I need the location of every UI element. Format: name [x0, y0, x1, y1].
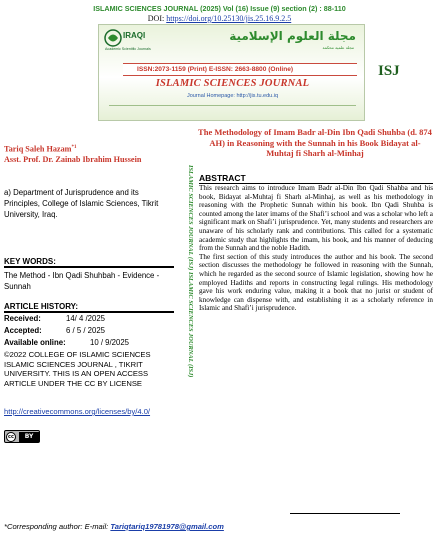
accepted-row: [4, 326, 105, 335]
vertical-journal-text: [185, 165, 194, 535]
cc-symbol: cc: [6, 432, 16, 442]
vertical-journal-label: ISLAMIC SCIENCES JOURNAL (ISJ) ISLAMIC SCIENCES JOURNAL (ISJ): [187, 165, 194, 378]
cc-by-badge-icon[interactable]: [4, 430, 40, 443]
history-divider: [4, 311, 174, 313]
journal-banner: [98, 24, 365, 121]
online-label: Available online:: [4, 338, 66, 347]
online-row: [4, 338, 129, 347]
cc-by-label: BY: [19, 432, 39, 442]
footer-rule: [290, 513, 400, 514]
author-1-mark: *1: [71, 145, 77, 150]
corresponding-author: [4, 522, 224, 531]
received-row: [4, 314, 105, 323]
iraqi-logo-subtitle: Academic Scientific Journals: [105, 47, 151, 51]
journal-name: ISLAMIC SCIENCES JOURNAL: [155, 78, 310, 89]
banner-divider: [109, 105, 356, 106]
keywords-divider: [4, 266, 174, 268]
iraqi-logo-text: IRAQI: [123, 31, 146, 40]
doi-label: DOI:: [147, 14, 165, 23]
keywords-heading: KEY WORDS:: [4, 257, 56, 266]
article-title: The Methodology of Imam Badr al-Din Ibn Qadi Shuhba (d. 874 AH) in Reasoning with the Sunnah in his Book Bidayat al-Muhtaj fi Sharh al-Minhaj: [198, 127, 432, 158]
corresponding-label: *Corresponding author: E-mail:: [4, 522, 109, 531]
abstract-body: [199, 184, 433, 313]
accepted-label: Accepted:: [4, 326, 42, 335]
keywords-text: The Method - Ibn Qadi Shuhbah - Evidence - Sunnah: [4, 271, 160, 291]
abstract-paragraph-1: This research aims to introduce Imam Badr al-Din Ibn Qadi Shahba and his book, Bidayat al-Muhtaj fi Sharh al-Minhaj, as well as his methodology in reasoning with the Prophetic Sunnah within his book. Ibn Qadi Shuhba is counted among the later imams of the Shafi’i school and was a scholar who left a significant mark on Shafi’i jurisprudence. Yet, many students and researchers are unaware of his scholarly rank and contributions. This called for a systematic academic study that highlights the imam, his book, and his manner of deducing from the Sunnah and the noble Hadith.: [199, 184, 433, 253]
arabic-journal-title: مجلة العلوم الإسلامية: [229, 29, 356, 43]
affiliation: a) Department of Jurisprudence and its Principles, College of Islamic Sciences, Tikrit University, Iraq.: [4, 188, 159, 219]
corresponding-email[interactable]: Tariqtariq19781978@gmail.com: [110, 522, 224, 531]
online-date: 10 / 9/2025: [90, 338, 130, 347]
doi-link[interactable]: https://doi.org/10.25130/jis.25.16.9.2.5: [166, 14, 292, 23]
received-date: 14/ 4 /2025: [66, 314, 106, 323]
journal-homepage[interactable]: Journal Homepage: http://jis.tu.edu.iq: [186, 93, 279, 99]
arabic-journal-subtitle: مجلة علمية محكمة: [322, 45, 354, 50]
license-link[interactable]: http://creativecommons.org/licenses/by/4.0/: [4, 407, 151, 416]
abstract-heading: ABSTRACT: [199, 173, 246, 183]
author-1: Tariq Saleh Hazam: [4, 144, 72, 154]
accepted-date: 6 / 5 / 2025: [66, 326, 106, 335]
doi-line: [0, 14, 439, 23]
issn-bar: ISSN:2073-1159 (Print) E-ISSN: 2663-8800 (Online): [123, 63, 357, 76]
isj-logo: ISJ: [378, 63, 400, 79]
author-block: [4, 143, 174, 165]
license-text: ©2022 COLLEGE OF ISLAMIC SCIENCES ISLAMIC SCIENCES JOURNAL , TIKRIT UNIVERSITY. THIS IS AN OPEN ACCESS ARTICLE UNDER THE CC BY LICENSE: [4, 350, 151, 388]
history-heading: ARTICLE HISTORY:: [4, 302, 79, 311]
abstract-paragraph-2: The first section of this study introduces the author and his book. The second section discusses the methodology he followed in reasoning with the Sunnah, which he regarded as the second source of Islamic legislation, showing how he employed Hadiths and reports in constructing legal rulings. His methodology gave his work enduring value, making it a book that no jurist or student of knowledge can dispense with, and establishing it as a scholarly reference in Islamic and Shafi’i jurisprudence.: [199, 252, 433, 313]
received-label: Received:: [4, 314, 41, 323]
journal-citation-line: ISLAMIC SCIENCES JOURNAL (2025) Vol (16) Issue (9) section (2) : 88-110: [93, 4, 346, 13]
author-2: Asst. Prof. Dr. Zainab Ibrahim Hussein: [4, 154, 142, 164]
